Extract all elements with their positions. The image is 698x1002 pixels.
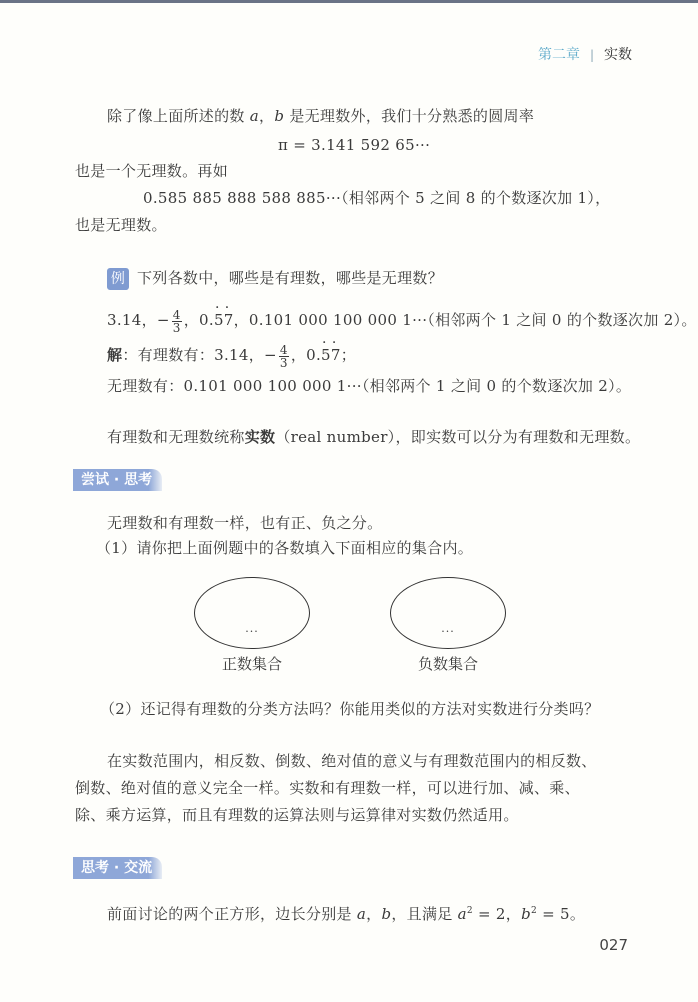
exponent: 2	[466, 906, 473, 916]
var-b: b	[274, 107, 285, 125]
intro-line-3: 0.585 885 888 588 885···（相邻两个 5 之间 8 的个数逐次加 1），	[143, 189, 611, 207]
intro-line-1	[107, 106, 534, 126]
page-edge	[0, 0, 698, 3]
question-text: 下列各数中，哪些是有理数，哪些是无理数？	[137, 269, 444, 287]
exponent: 2	[530, 906, 537, 916]
example-question	[107, 266, 443, 290]
positive-set-ellipse	[194, 577, 310, 649]
text: 有理数和无理数统称	[107, 428, 245, 446]
page-number: 027	[599, 936, 628, 954]
intro-line-4: 也是无理数。	[75, 216, 167, 234]
positive-set-label: 正数集合	[221, 655, 282, 673]
question-2: （2）还记得有理数的分类方法吗？你能用类似的方法对实数进行分类吗？	[100, 700, 600, 718]
denominator: 3	[172, 320, 181, 335]
repeating-digit: · 7	[331, 340, 341, 370]
repeating-digit: · 5	[214, 305, 224, 335]
text: 除了像上面所述的数	[107, 107, 250, 125]
text: ，0.	[183, 311, 214, 329]
intro-line-2: 也是一个无理数。再如	[75, 162, 229, 180]
negative-set-label: 负数集合	[417, 655, 478, 673]
term-real-number: 实数	[244, 428, 276, 446]
negative-set-ellipse	[390, 577, 506, 649]
think-discuss-tag: 思考 · 交流	[73, 857, 162, 879]
text: ，0.101 000 100 000 1···（相邻两个 1 之间 0 的个数逐次加 2）。	[233, 311, 697, 329]
real-number-definition	[107, 427, 640, 447]
ellipsis: ···	[441, 625, 455, 638]
chapter-label: 第二章	[537, 47, 580, 63]
var-b: b	[381, 905, 392, 923]
var-a: a	[249, 107, 260, 125]
text: ，且满足	[391, 905, 458, 923]
text: 前面讨论的两个正方形，边长分别是	[107, 905, 357, 923]
example-badge: 例	[107, 268, 129, 290]
pi-equation: π = 3.141 592 65···	[278, 136, 431, 154]
var-a: a	[356, 905, 367, 923]
paragraph-line-3: 除、乘方运算，而且有理数的运算法则与运算律对实数仍然适用。	[75, 806, 519, 824]
text: 是无理数外，我们十分熟悉的圆周率	[284, 107, 535, 125]
text: ；	[340, 346, 357, 364]
solution-label: 解	[107, 346, 123, 364]
chapter-title: 实数	[604, 47, 632, 63]
discuss-line	[107, 901, 585, 924]
text: ，	[366, 905, 382, 923]
text: （real number），即实数可以分为有理数和无理数。	[275, 428, 641, 446]
example-numbers	[107, 305, 697, 335]
repeating-digit: · 7	[224, 305, 234, 335]
solution-line-2: 无理数有：0.101 000 100 000 1···（相邻两个 1 之间 0 的个数逐次加 2）。	[107, 377, 632, 395]
ellipsis: ···	[245, 625, 259, 638]
text: ，0.	[290, 346, 322, 364]
var-b: b	[521, 905, 531, 923]
var-a: a	[457, 905, 467, 923]
running-header	[538, 44, 632, 64]
repeating-digit: · 5	[321, 340, 331, 370]
solution-line-1	[107, 340, 356, 370]
fraction-4-3	[172, 309, 182, 334]
paragraph-line-2: 倒数、绝对值的意义完全一样。实数和有理数一样，可以进行加、减、乘、	[75, 779, 580, 797]
header-separator: |	[589, 48, 594, 62]
numerator: 4	[279, 342, 288, 357]
try-think-line-1: 无理数和有理数一样，也有正、负之分。	[107, 514, 383, 532]
question-1: （1）请你把上面例题中的各数填入下面相应的集合内。	[96, 539, 474, 557]
text: 3.14，−	[107, 311, 170, 329]
text: = 5。	[537, 905, 586, 923]
text: ，	[259, 107, 275, 125]
fraction-4-3	[279, 344, 289, 369]
text: = 2，	[472, 905, 522, 923]
denominator: 3	[279, 355, 288, 370]
text: ：有理数有：3.14，−	[122, 346, 277, 364]
numerator: 4	[172, 307, 181, 322]
paragraph-line-1: 在实数范围内，相反数、倒数、绝对值的意义与有理数范围内的相反数、	[107, 752, 597, 770]
try-think-tag: 尝试 · 思考	[73, 469, 162, 491]
